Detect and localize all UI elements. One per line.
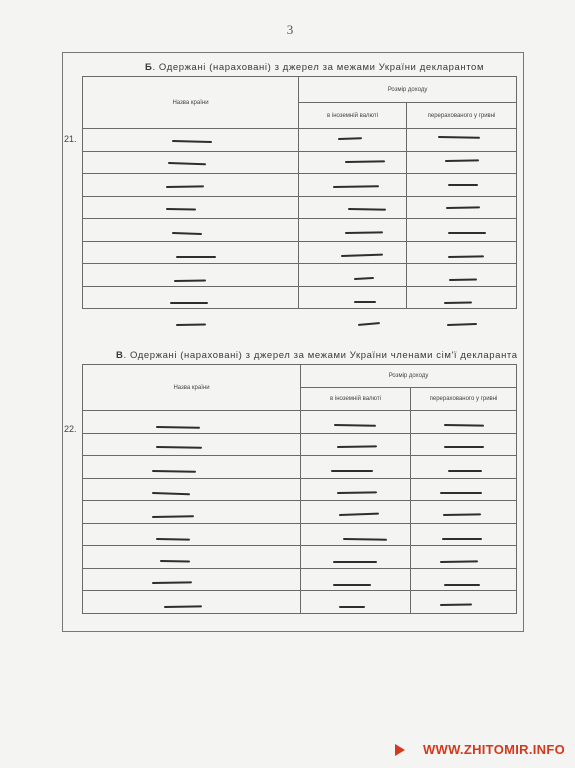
country-cell [83,478,301,501]
uah-cell [407,264,517,287]
section-v-table [82,364,517,614]
column-header-country: Назва країни [83,365,301,411]
table-row [83,411,517,434]
redaction-stroke [339,606,365,608]
foreign-currency-cell [301,456,411,479]
uah-cell [411,501,517,524]
uah-cell [407,219,517,242]
country-cell [83,501,301,524]
redaction-stroke [448,470,482,472]
uah-cell [407,151,517,174]
country-cell [83,591,301,614]
uah-cell [407,241,517,264]
country-cell [83,264,299,287]
foreign-currency-cell [299,264,407,287]
foreign-currency-cell [301,478,411,501]
column-header-foreign-currency: в іноземній валюті [299,103,407,129]
foreign-currency-cell [301,411,411,434]
table-row [83,219,517,242]
uah-cell [411,478,517,501]
redaction-stroke [444,584,480,586]
column-header-income: Розмір доходу [301,365,517,388]
column-header-income: Розмір доходу [299,77,517,103]
column-header-foreign-currency: в іноземній валюті [301,388,411,411]
redaction-stroke [176,256,216,258]
country-cell [83,196,299,219]
section-b-title-text: . Одержані (нараховані) з джерел за межами України декларантом [152,62,485,73]
redaction-stroke [331,470,373,472]
uah-cell [411,433,517,456]
country-cell [83,219,299,242]
redaction-stroke [333,584,371,586]
section-v-letter: В [116,350,124,361]
country-cell [83,546,301,569]
section-v-title-text: . Одержані (нараховані) з джерел за межами України членами сім'ї декларанта [123,350,518,361]
uah-cell [407,286,517,309]
watermark [395,742,565,760]
uah-cell [411,568,517,591]
table-row [83,501,517,524]
redaction-stroke [444,446,484,448]
redaction-stroke [448,232,486,234]
foreign-currency-cell [301,568,411,591]
country-cell [83,241,299,264]
column-header-uah: перерахованого у гривні [407,103,517,129]
table-row [83,568,517,591]
country-cell [83,286,299,309]
foreign-currency-cell [299,219,407,242]
country-cell [83,411,301,434]
section-b-table [82,76,517,309]
table-row [83,433,517,456]
section-b-letter: Б [145,62,153,73]
foreign-currency-cell [299,286,407,309]
redaction-stroke [440,492,482,494]
redaction-stroke [333,561,377,563]
country-cell [83,456,301,479]
redaction-stroke [354,301,376,303]
table-row [83,523,517,546]
foreign-currency-cell [301,433,411,456]
table-row [83,151,517,174]
watermark-text: WWW.ZHITOMIR.INFO [422,742,565,757]
redaction-stroke [170,302,208,304]
uah-cell [411,546,517,569]
section-b-title [145,62,484,73]
table-row [83,456,517,479]
section-v-row-number: 22. [64,424,77,434]
foreign-currency-cell [301,523,411,546]
redaction-stroke [442,538,482,540]
uah-cell [411,591,517,614]
foreign-currency-cell [299,129,407,152]
uah-cell [411,456,517,479]
table-row [83,129,517,152]
uah-cell [411,523,517,546]
section-v-title [116,350,518,361]
table-row [83,264,517,287]
table-row [83,478,517,501]
redaction-stroke [448,184,478,186]
uah-cell [407,129,517,152]
table-row [83,286,517,309]
column-header-uah: перерахованого у гривні [411,388,517,411]
table-row [83,241,517,264]
column-header-country: Назва країни [83,77,299,129]
table-row [83,546,517,569]
foreign-currency-cell [301,501,411,524]
foreign-currency-cell [301,591,411,614]
country-cell [83,568,301,591]
page-number: 3 [286,22,294,37]
country-cell [83,523,301,546]
section-b-row-number: 21. [64,134,77,144]
foreign-currency-cell [299,241,407,264]
country-cell [83,433,301,456]
foreign-currency-cell [301,546,411,569]
table-row [83,591,517,614]
uah-cell [411,411,517,434]
arrow-icon [395,744,405,756]
